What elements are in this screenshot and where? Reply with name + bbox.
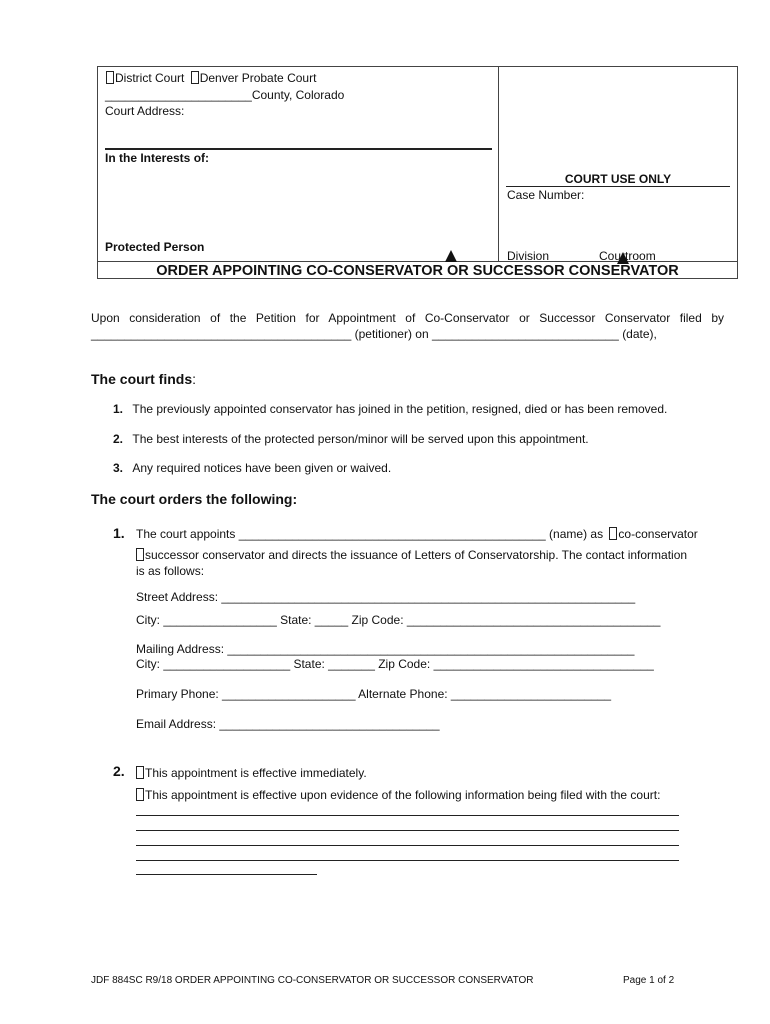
page-number: Page 1 of 2 [623, 975, 675, 986]
effective-immediately-label: This appointment is effective immediately. [145, 766, 367, 780]
finding-text: The best interests of the protected person/minor will be served upon this appointment. [132, 432, 589, 446]
order-number-2 [113, 764, 125, 779]
contact-info-line: is as follows: [136, 564, 205, 578]
evidence-blank-line[interactable] [136, 830, 679, 831]
county-line[interactable]: ______________________County, Colorado [105, 88, 345, 102]
division-label[interactable]: Division [507, 249, 550, 263]
caption-rule [105, 148, 492, 150]
co-conservator-label: co-conservator [618, 527, 698, 541]
city-state-zip-field[interactable]: City: _________________ State: _____ Zip Code: ______________________________________ [136, 613, 661, 627]
effective-immediately-checkbox[interactable] [136, 766, 144, 779]
finding-item [113, 432, 589, 446]
document-title: ORDER APPOINTING CO-CONSERVATOR OR SUCCESSOR CONSERVATOR [156, 263, 679, 279]
finding-text: The previously appointed conservator has joined in the petition, resigned, died or has been removed. [132, 402, 668, 416]
evidence-blank-line[interactable] [136, 860, 679, 861]
email-field[interactable]: Email Address: _________________________________ [136, 717, 440, 731]
court-use-only-label: COURT USE ONLY [564, 172, 672, 186]
street-address-field[interactable]: Street Address: ______________________________________________________________ [136, 590, 636, 604]
triangle-marker-icon [445, 250, 457, 262]
effective-upon-evidence-option [136, 788, 660, 802]
appoints-line[interactable] [136, 527, 698, 541]
successor-conservator-checkbox[interactable] [136, 548, 144, 561]
district-court-checkbox[interactable] [106, 71, 114, 84]
probate-court-label: Denver Probate Court [199, 71, 317, 85]
appoints-text[interactable]: The court appoints ______________________________________________ (name) as [136, 527, 604, 541]
findings-heading-text: The court finds [91, 371, 193, 387]
case-number-label[interactable]: Case Number: [507, 188, 585, 202]
finding-item [113, 461, 391, 475]
finding-item [113, 402, 667, 416]
phone-fields[interactable]: Primary Phone: ____________________ Alternate Phone: ________________________ [136, 687, 612, 701]
order-number-1 [113, 526, 125, 541]
probate-court-checkbox[interactable] [191, 71, 199, 84]
evidence-blank-line[interactable] [136, 815, 679, 816]
findings-heading-colon: : [192, 371, 197, 387]
effective-immediately-option [136, 766, 367, 780]
effective-upon-evidence-checkbox[interactable] [136, 788, 144, 801]
court-use-rule [506, 186, 730, 187]
finding-number: 3. [113, 461, 124, 475]
caption-divider-vertical [498, 66, 499, 262]
court-selection [106, 71, 316, 85]
evidence-blank-line[interactable] [136, 874, 317, 875]
evidence-blank-line[interactable] [136, 845, 679, 846]
intro-line-2[interactable]: _______________________________________ (petitioner) on ____________________________ (date), [91, 327, 657, 341]
courtroom-label[interactable]: Courtroom [599, 249, 656, 263]
order-number-1-text: 1. [113, 525, 125, 541]
co-conservator-checkbox[interactable] [609, 527, 617, 540]
protected-person-label: Protected Person [105, 240, 205, 254]
finding-number: 2. [113, 432, 124, 446]
mailing-city-state-zip-field[interactable]: City: ___________________ State: _______ Zip Code: _________________________________ [136, 657, 654, 671]
mailing-address-field[interactable]: Mailing Address: _____________________________________________________________ [136, 642, 635, 656]
intro-line-1: Upon consideration of the Petition for Appointment of Co-Conservator or Successor Conservator filed by [91, 311, 724, 325]
form-id: JDF 884SC R9/18 ORDER APPOINTING CO-CONSERVATOR OR SUCCESSOR CONSERVATOR [91, 975, 534, 986]
interests-label: In the Interests of: [105, 151, 210, 165]
court-address-label: Court Address: [105, 104, 185, 118]
district-court-label: District Court [115, 71, 185, 85]
finding-number: 1. [113, 402, 124, 416]
successor-line [136, 548, 687, 562]
orders-heading: The court orders the following: [91, 491, 298, 507]
finding-text: Any required notices have been given or waived. [132, 461, 392, 475]
effective-upon-evidence-label: This appointment is effective upon evidence of the following information being filed with the court: [145, 788, 661, 802]
successor-conservator-label: successor conservator and directs the issuance of Letters of Conservatorship. The contact information [145, 548, 688, 562]
order-number-2-text: 2. [113, 763, 125, 779]
findings-heading [91, 371, 196, 387]
